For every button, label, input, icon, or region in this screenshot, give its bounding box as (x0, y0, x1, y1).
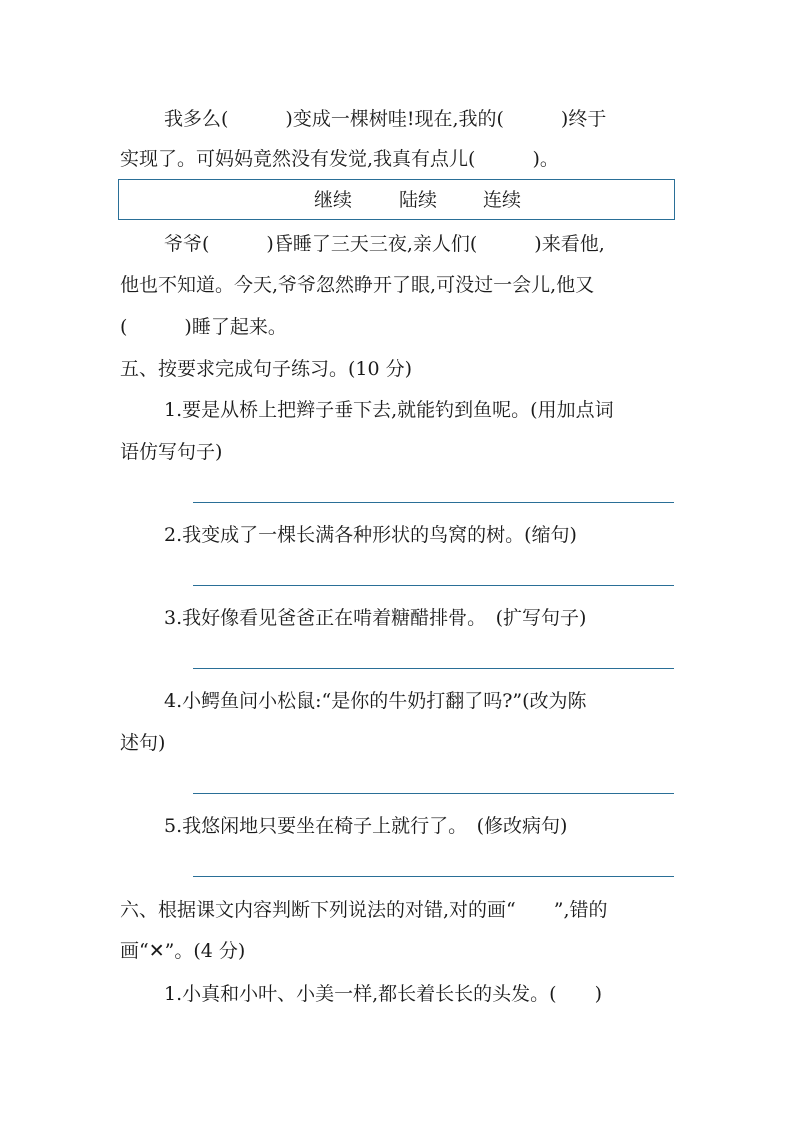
s5-question-1-line2: 语仿写句子) (120, 441, 223, 463)
s5-question-3: 3.我好像看见爸爸正在啃着糖醋排骨。 (扩写句子) (164, 607, 587, 629)
para2-line3: ( )睡了起来。 (120, 316, 287, 338)
s5-question-4-line1: 4.小鳄鱼问小松鼠:“是你的牛奶打翻了吗?”(改为陈 (164, 690, 587, 712)
answer-line-4[interactable] (193, 793, 674, 794)
answer-line-3[interactable] (193, 668, 674, 669)
section6-heading-line2: 画“✕”。(4 分) (120, 940, 246, 962)
s5-question-5: 5.我悠闲地只要坐在椅子上就行了。 (修改病句) (164, 815, 568, 837)
section5-heading: 五、按要求完成句子练习。(10 分) (120, 358, 413, 380)
word-option: 继续 (314, 189, 353, 211)
para1-line1: 我多么( )变成一棵树哇!现在,我的( )终于 (164, 108, 607, 130)
answer-line-5[interactable] (193, 876, 674, 877)
para1-line2: 实现了。可妈妈竟然没有发觉,我真有点儿( )。 (120, 148, 559, 170)
s5-question-2: 2.我变成了一棵长满各种形状的鸟窝的树。(缩句) (164, 524, 577, 546)
s6-question-1: 1.小真和小叶、小美一样,都长着长长的头发。( ) (164, 983, 602, 1005)
para2-line1: 爷爷( )昏睡了三天三夜,亲人们( )来看他, (164, 233, 605, 255)
s5-question-4-line2: 述句) (120, 732, 166, 754)
word-bank-box (118, 179, 675, 220)
answer-line-2[interactable] (193, 585, 674, 586)
para2-line2: 他也不知道。今天,爷爷忽然睁开了眼,可没过一会儿,他又 (120, 274, 595, 296)
word-option: 陆续 (399, 189, 438, 211)
word-option: 连续 (483, 189, 522, 211)
s5-question-1-line1: 1.要是从桥上把辫子垂下去,就能钓到鱼呢。(用加点词 (164, 399, 614, 421)
answer-line-1[interactable] (193, 502, 674, 503)
section6-heading-line1: 六、根据课文内容判断下列说法的对错,对的画“ ”,错的 (120, 899, 608, 921)
